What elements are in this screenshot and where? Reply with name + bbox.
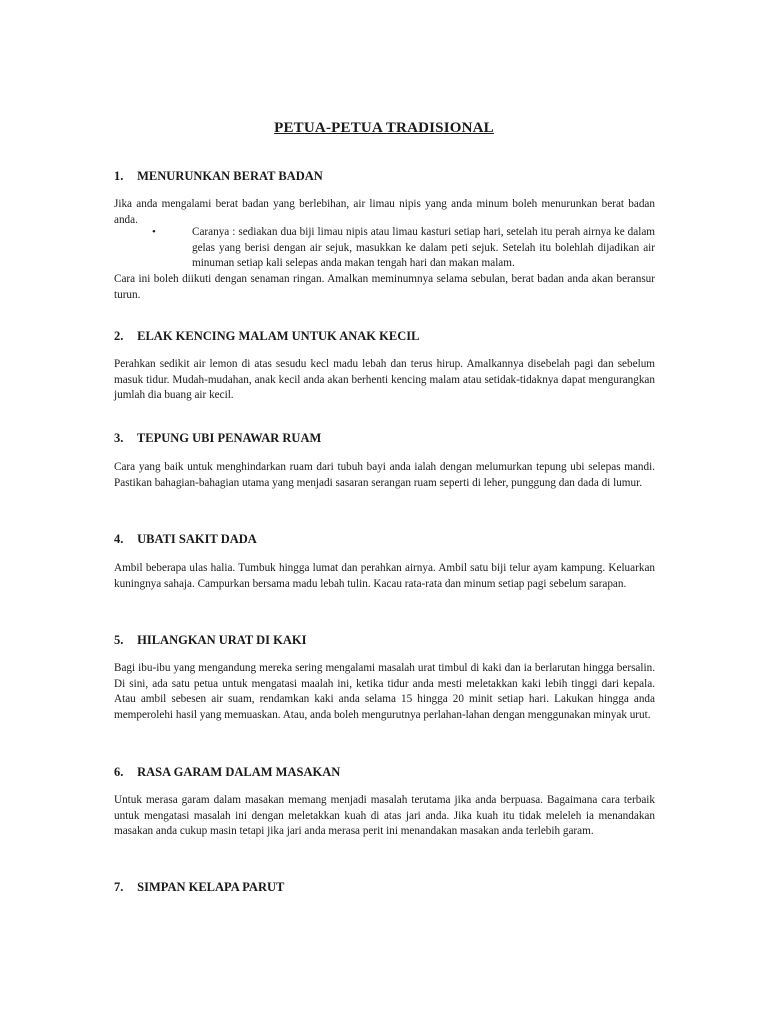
section-title: ELAK KENCING MALAM UNTUK ANAK KECIL <box>137 329 420 343</box>
section-heading-7 <box>114 880 284 895</box>
section-2-text: Perahkan sedikit air lemon di atas sesudu kecl madu lebah dan terus hirup. Amalkannya disebelah pagi dan sebelum masuk tidur. Mudah-mudahan, anak kecil anda akan berhenti kencing malam atau setidak-tidaknya dapat mengurangkan jumlah dia buang air kecil. <box>114 358 655 402</box>
section-1-intro: Jika anda mengalami berat badan yang berlebihan, air limau nipis yang anda minum boleh menurunkan berat badan anda. <box>114 198 655 226</box>
section-title: SIMPAN KELAPA PARUT <box>137 880 285 894</box>
section-number: 4. <box>114 532 124 546</box>
section-number: 3. <box>114 431 124 445</box>
section-heading-2 <box>114 329 419 344</box>
page-title: PETUA-PETUA TRADISIONAL <box>274 120 494 136</box>
section-title: UBATI SAKIT DADA <box>137 532 257 546</box>
section-4-text: Ambil beberapa ulas halia. Tumbuk hingga lumat dan perahkan airnya. Ambil satu biji telur ayam kampung. Keluarkan kuningnya sahaja. Campurkan bersama madu lebah tulin. Kacau rata-rata dan minum setiap pagi sebelum sarapan. <box>114 562 655 590</box>
section-number: 5. <box>114 633 124 647</box>
section-1-outro: Cara ini boleh diikuti dengan senaman ringan. Amalkan meminumnya selama sebulan, berat badan anda akan beransur turun. <box>114 273 655 301</box>
section-heading-5 <box>114 633 306 648</box>
section-title: MENURUNKAN BERAT BADAN <box>137 169 323 183</box>
section-3-text: Cara yang baik untuk menghindarkan ruam dari tubuh bayi anda ialah dengan melumurkan tepung ubi selepas mandi. Pastikan bahagian-bahagian utama yang menjadi sasaran serangan ruam seperti di leher, punggung dan dada di lumur. <box>114 461 655 489</box>
section-title: HILANGKAN URAT DI KAKI <box>137 633 307 647</box>
section-number: 6. <box>114 765 124 779</box>
bullet-icon: • <box>152 226 156 238</box>
section-heading-1 <box>114 169 323 184</box>
section-heading-4 <box>114 532 257 547</box>
section-number: 2. <box>114 329 124 343</box>
section-heading-3 <box>114 431 321 446</box>
section-title: RASA GARAM DALAM MASAKAN <box>137 765 341 779</box>
section-5-text: Bagi ibu-ibu yang mengandung mereka sering mengalami masalah urat timbul di kaki dan ia berlarutan hingga bersalin. Di sini, ada satu petua untuk mengatasi maalah ini, ketika tidur anda mesti meletakkan kaki lebih tinggi dari kepala. Atau ambil sebesen air suam, rendamkan kaki anda selama 15 hingga 20 minit setiap hari. Lakukan hingga anda memperolehi hasil yang memuaskan. Atau, anda boleh mengurutnya perlahan-lahan dengan menggunakan minyak urut. <box>114 662 655 721</box>
section-number: 1. <box>114 169 124 183</box>
bullet-text: Caranya : sediakan dua biji limau nipis atau limau kasturi setiap hari, setelah itu perah airnya ke dalam gelas yang berisi dengan air sejuk, masukkan ke dalam peti sejuk. Setelah itu bolehlah dijadikan air minuman setiap kali selepas anda makan tengah hari dan makan malam. <box>192 226 655 270</box>
section-6-text: Untuk merasa garam dalam masakan memang menjadi masalah terutama jika anda berpuasa. Bagaimana cara terbaik untuk mengatasi masalah ini dengan meletakkan kuah di atas jari anda. Jika kuah itu tidak meleleh ia menandakan masakan anda cukup masin tetapi jika jari anda merasa perit ini menandakan masakan anda terlebih garam. <box>114 794 655 838</box>
section-number: 7. <box>114 880 124 894</box>
section-title: TEPUNG UBI PENAWAR RUAM <box>136 431 322 445</box>
section-heading-6 <box>114 765 340 780</box>
